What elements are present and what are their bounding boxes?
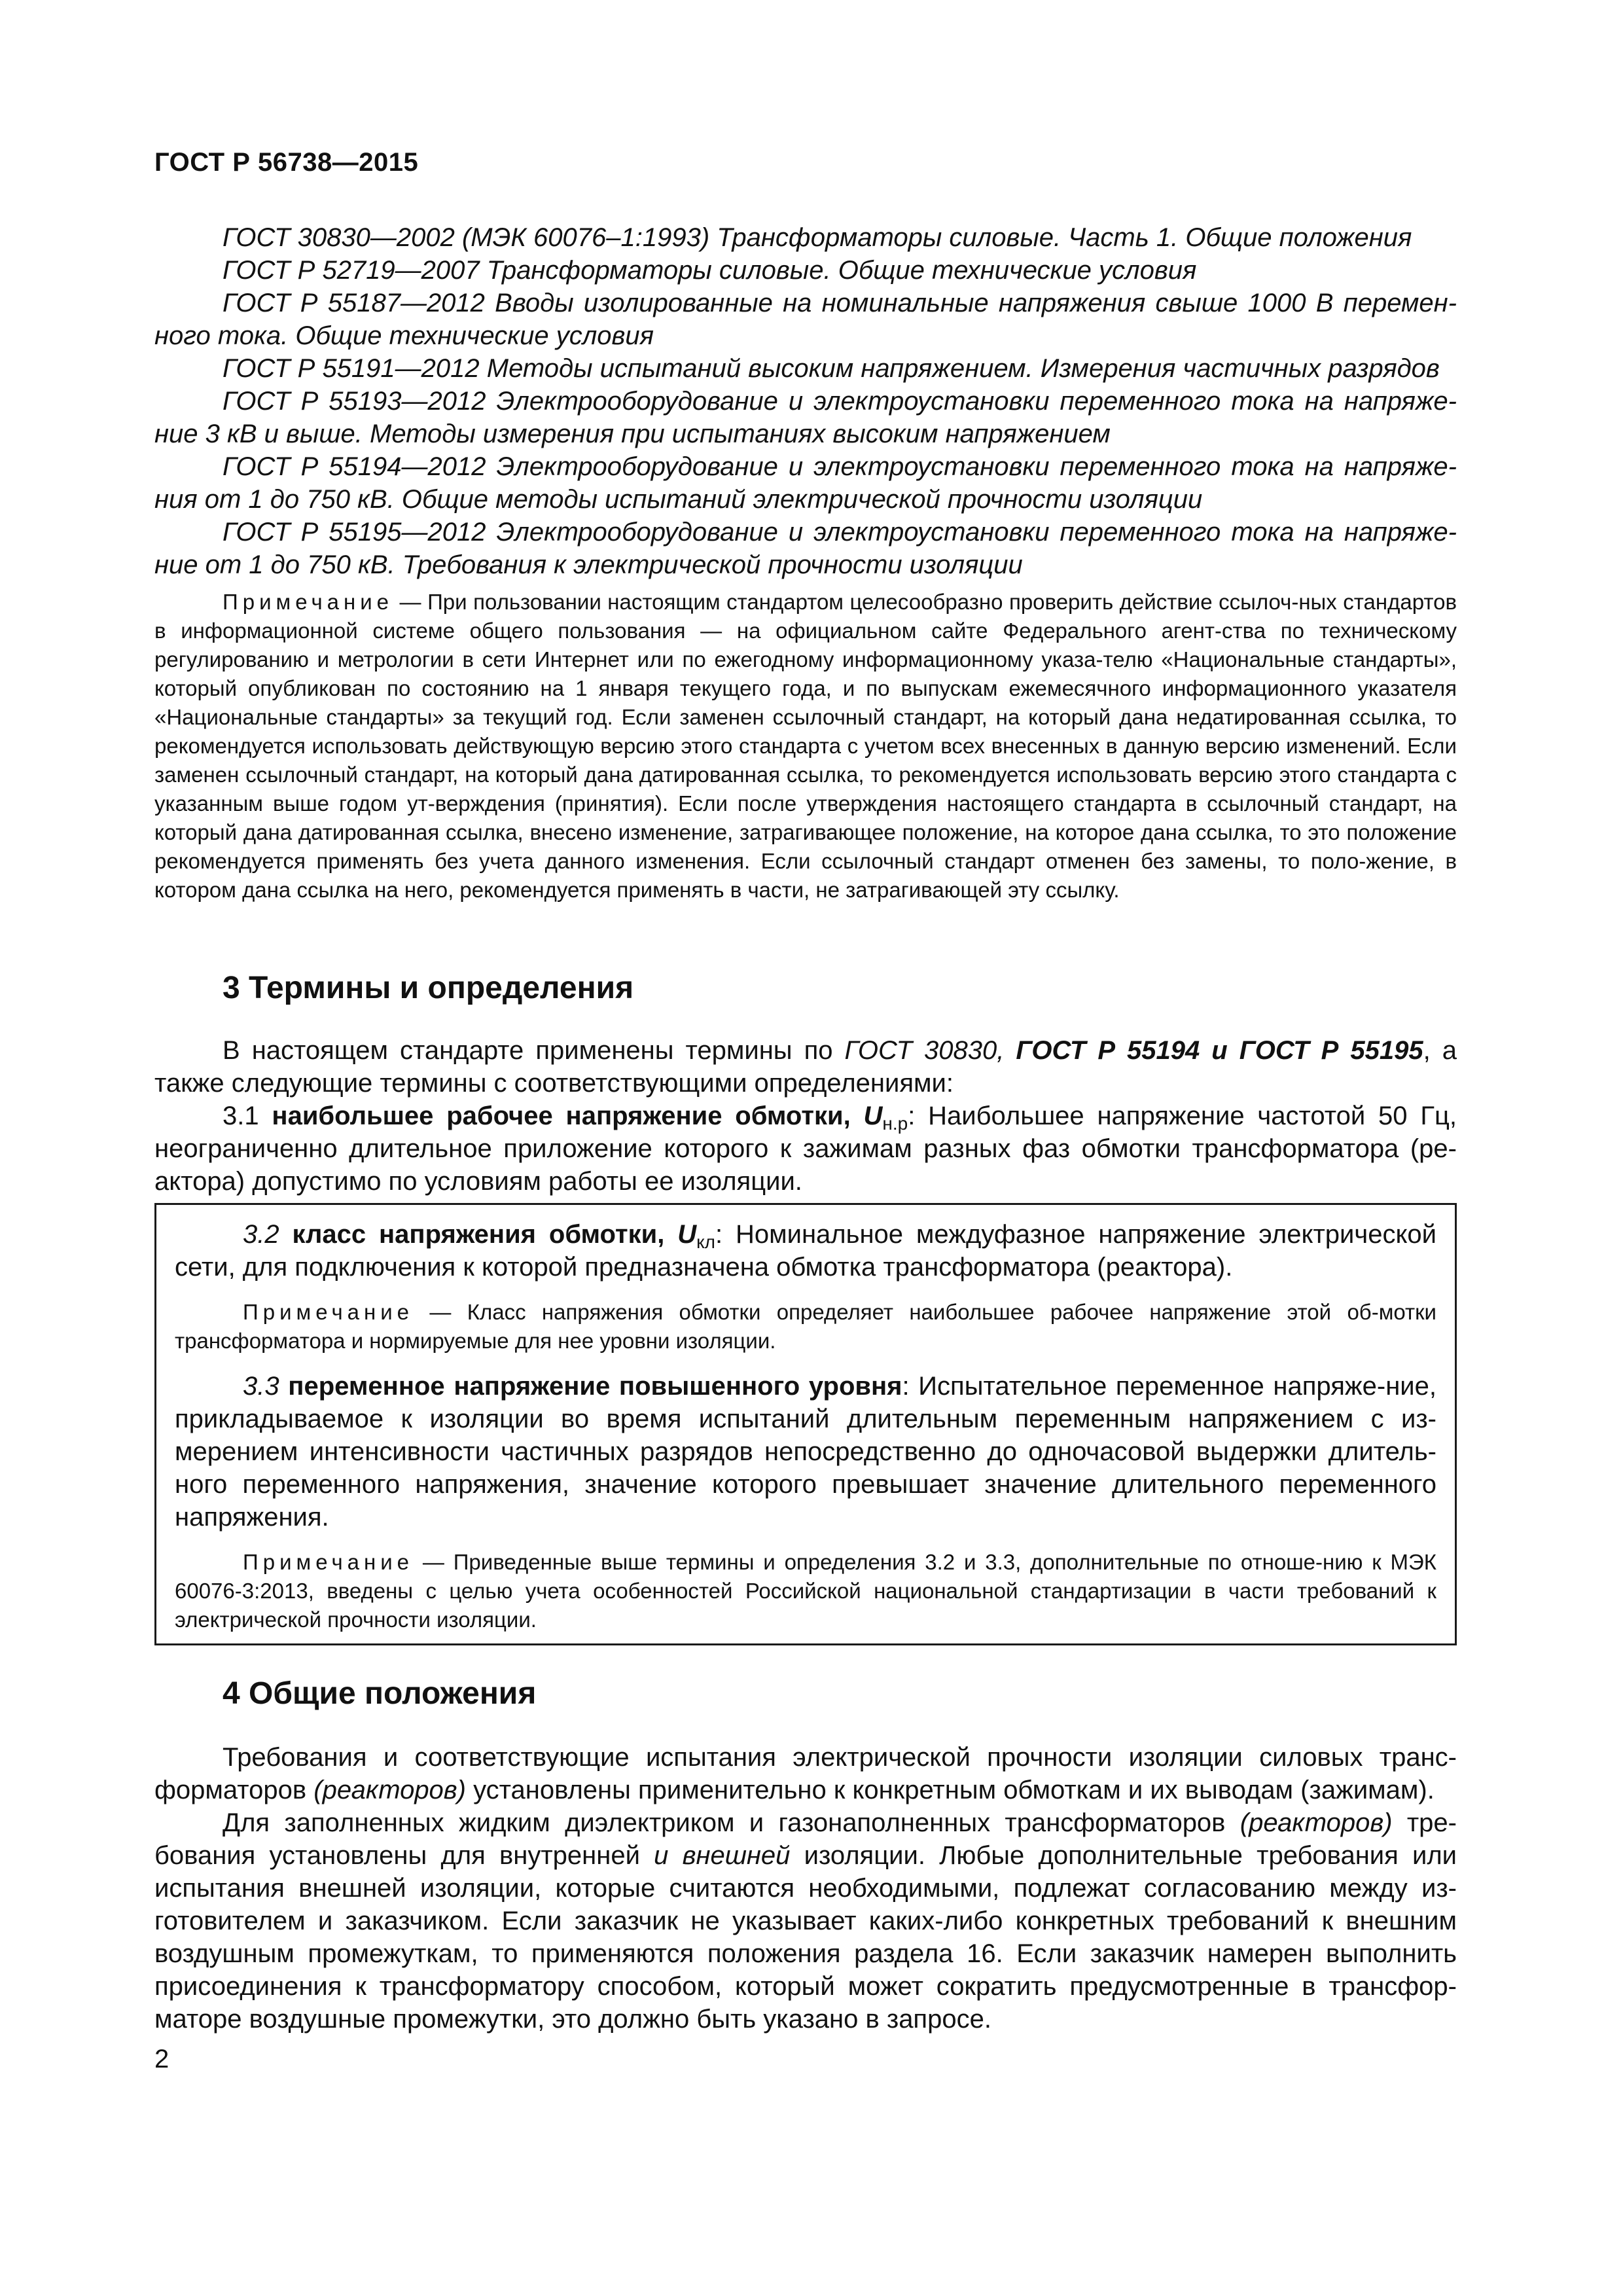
term-symbol: U bbox=[677, 1220, 697, 1249]
note-label: Примечание bbox=[243, 1550, 414, 1574]
paragraph bbox=[154, 1741, 1457, 1806]
text-run: Для заполненных жидким диэлектриком и газонаполненных трансформаторов bbox=[223, 1808, 1240, 1837]
section-4-body bbox=[154, 1741, 1457, 2036]
text-run: изоляции. Любые дополнительные требования или испытания внешней изоляции, которые считаются необходимыми, подлежат согласованию между из-готовителем и заказчиком. Если заказчик не указывает каких-либо конкретных требований к внешним воздушным промежуткам, то применяются положения раздела 16. Если заказчик намерен выполнить присоединения к трансформатору способом, который может сократить предусмотренные в трансфор-маторе воздушные промежутки, это должно быть указано в запросе. bbox=[154, 1841, 1457, 2034]
section-4-title: 4 Общие положения bbox=[223, 1676, 537, 1711]
term-number: 3.2 bbox=[243, 1220, 293, 1249]
text-run: установлены применительно к конкретным обмоткам и их выводам (зажимам). bbox=[466, 1776, 1435, 1804]
term-name: переменное напряжение повышенного уровня bbox=[288, 1372, 902, 1401]
paragraph bbox=[154, 1806, 1457, 2036]
term-definition: : Испытательное переменное напряже-ние, прикладываемое к изоляции во время испытаний длительным переменным напряжением с из-мерением интенсивности частичных разрядов непосредственно до одночасовой выдержки длитель-ного переменного напряжения, значение которого превышает значение длительного переменного напряжения. bbox=[175, 1372, 1436, 1532]
document-header: ГОСТ Р 56738—2015 bbox=[154, 148, 419, 177]
note-label: Примечание bbox=[243, 1300, 414, 1324]
note-text: — Класс напряжения обмотки определяет наибольшее рабочее напряжение этой об-мотки трансформатора и нормируемые для нее уровни изоляции. bbox=[175, 1300, 1436, 1353]
term-3-1 bbox=[154, 1100, 1457, 1198]
text-run-italic: (реакторов) bbox=[313, 1776, 467, 1804]
reference-item: ГОСТ Р 55191—2012 Методы испытаний высоким напряжением. Измерения частичных разрядов bbox=[223, 354, 1440, 383]
text-run-italic: (реакторов) bbox=[1240, 1808, 1393, 1837]
term-symbol-subscript: кл bbox=[696, 1232, 715, 1252]
term-symbol: U bbox=[863, 1102, 883, 1130]
intro-text: В настоящем стандарте применены термины по bbox=[223, 1036, 845, 1065]
reference-item: ГОСТ 30830—2002 (МЭК 60076–1:1993) Трансформаторы силовые. Часть 1. Общие положения bbox=[223, 223, 1412, 252]
intro-ref-gost-55194-55195: ГОСТ Р 55194 и ГОСТ Р 55195 bbox=[1004, 1036, 1423, 1065]
term-definition: : Номинальное междуфазное напряжение электрической сети, для подключения к которой предназначена обмотка трансформатора (реактора). bbox=[175, 1220, 1436, 1282]
intro-ref-gost-30830: ГОСТ 30830, bbox=[844, 1036, 1005, 1065]
text-run: тре-бования установлены для внутренней bbox=[154, 1808, 1457, 1870]
references-note bbox=[154, 588, 1457, 905]
reference-item: ГОСТ Р 55193—2012 Электрооборудование и электроустановки переменного тока на напряже-ние 3 кВ и выше. Методы измерения при испытаниях высоким напряжением bbox=[154, 387, 1457, 448]
note-text: — Приведенные выше термины и определения 3.2 и 3.3, дополнительные по отноше-нию к МЭК 60076-3:2013, введены с целью учета особенностей Российской национальной стандартизации в части требований к электрической прочности изоляции. bbox=[175, 1550, 1436, 1632]
section-3-body bbox=[154, 1034, 1457, 1198]
reference-item: ГОСТ Р 55194—2012 Электрооборудование и электроустановки переменного тока на напряже-ния от 1 до 750 кВ. Общие методы испытаний электрической прочности изоляции bbox=[154, 452, 1457, 514]
text-run: Требования и соответствующие испытания электрической прочности изоляции силовых транс-форматоров bbox=[154, 1743, 1457, 1804]
page-number: 2 bbox=[154, 2045, 169, 2073]
reference-item: ГОСТ Р 55195—2012 Электрооборудование и электроустановки переменного тока на напряже-ние от 1 до 750 кВ. Требования к электрической прочности изоляции bbox=[154, 518, 1457, 579]
term-name: наибольшее рабочее напряжение обмотки, bbox=[272, 1102, 864, 1130]
term-number: 3.1 bbox=[223, 1102, 272, 1130]
intro-text-end: , а также следующие термины с соответствующими определениями: bbox=[154, 1036, 1457, 1098]
section-3-title: 3 Термины и определения bbox=[223, 971, 634, 1005]
term-symbol-subscript: н.р bbox=[882, 1113, 908, 1134]
reference-item: ГОСТ Р 52719—2007 Трансформаторы силовые. Общие технические условия bbox=[223, 256, 1197, 285]
bordered-additional-terms-box bbox=[154, 1203, 1457, 1645]
text-run-italic: и внешней bbox=[654, 1841, 791, 1870]
term-3-3 bbox=[175, 1370, 1436, 1534]
term-3-2 bbox=[175, 1218, 1436, 1283]
reference-item: ГОСТ Р 55187—2012 Вводы изолированные на номинальные напряжения свыше 1000 В перемен-ного тока. Общие технические условия bbox=[154, 289, 1457, 350]
term-number: 3.3 bbox=[243, 1372, 289, 1401]
term-definition: : Наибольшее напряжение частотой 50 Гц, неограниченно длительное приложение которого к зажимам разных фаз обмотки трансформатора (ре-актора) допустимо по условиям работы ее изоляции. bbox=[154, 1102, 1457, 1196]
normative-references-list bbox=[154, 221, 1457, 581]
note-text: — При пользовании настоящим стандартом целесообразно проверить действие ссылоч-ных стандартов в информационной системе общего пользования — на официальном сайте Федерального агент-ства по техническому регулированию и метрологии в сети Интернет или по ежегодному информационному указа-телю «Национальные стандарты», который опубликован по состоянию на 1 января текущего года, и по выпускам ежемесячного информационного указателя «Национальные стандарты» за текущий год. Если заменен ссылочный стандарт, на который дана недатированная ссылка, то рекомендуется использовать действующую версию этого стандарта с учетом всех внесенных в данную версию изменений. Если заменен ссылочный стандарт, на который дана датированная ссылка, то рекомендуется использовать версию этого стандарта с указанным выше годом ут-верждения (принятия). Если после утверждения настоящего стандарта в ссылочный стандарт, на который дана датированная ссылка, внесено изменение, затрагивающее положение, на которое дана ссылка, то это положение рекомендуется применять без учета данного изменения. Если ссылочный стандарт отменен без замены, то поло-жение, в котором дана ссылка на него, рекомендуется применять в части, не затрагивающей эту ссылку. bbox=[154, 590, 1457, 902]
term-name: класс напряжения обмотки, bbox=[292, 1220, 678, 1249]
note-label: Примечание bbox=[223, 590, 394, 614]
